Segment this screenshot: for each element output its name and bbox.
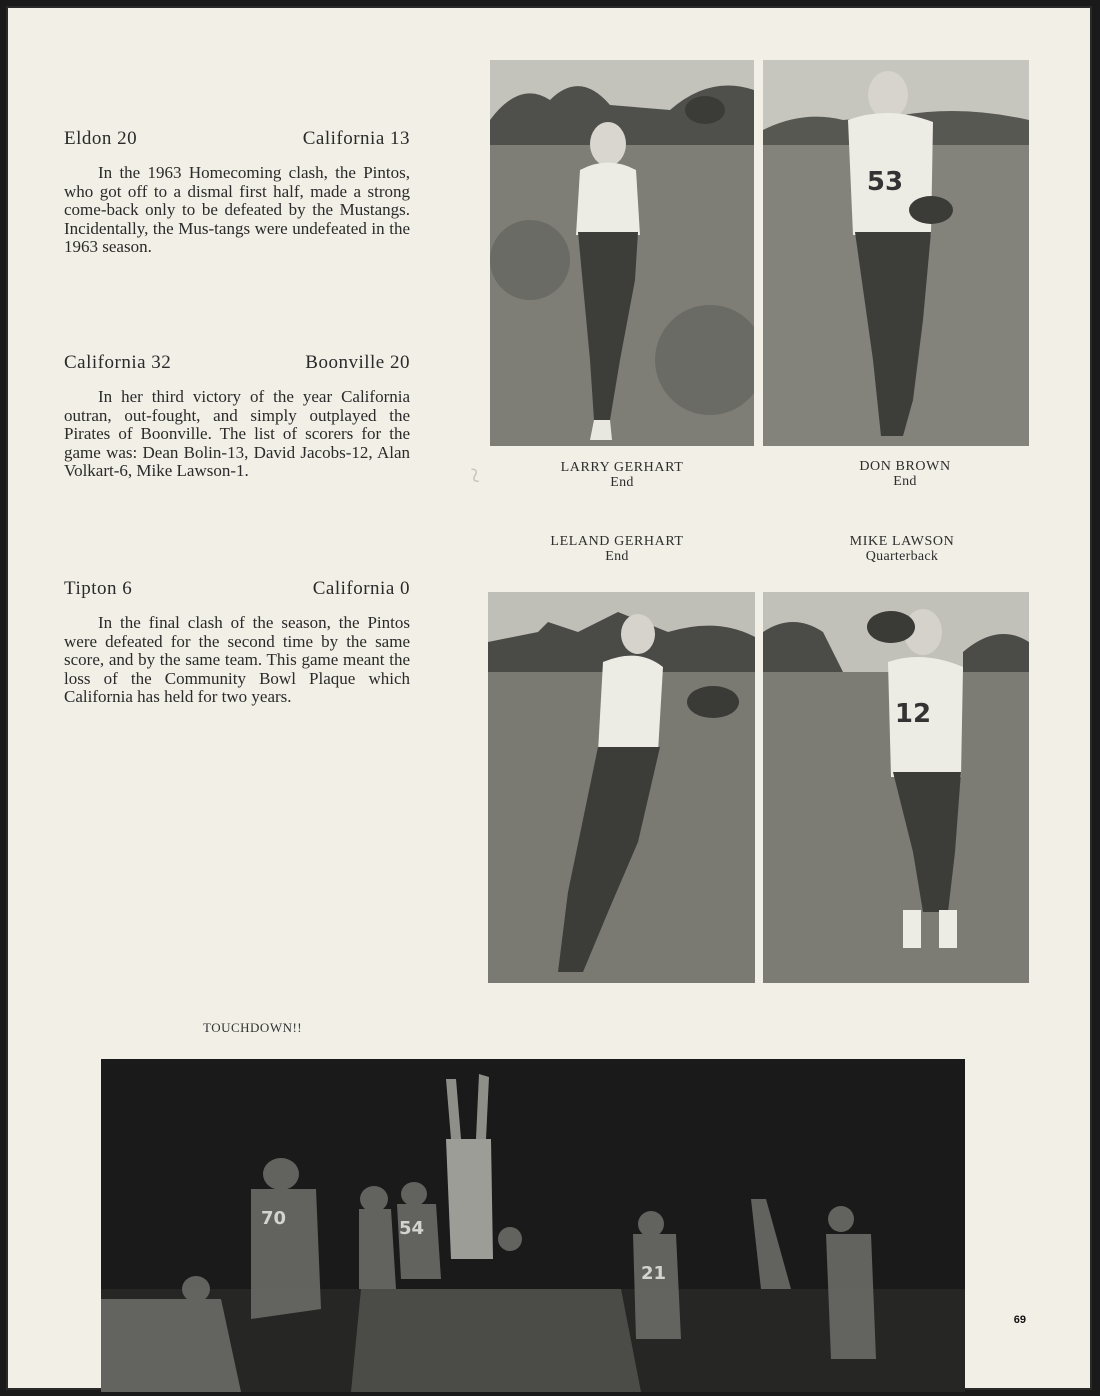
player-caption [775, 459, 1035, 489]
pencil-mark: ~ [456, 464, 493, 486]
player-photo-mike-lawson [763, 592, 1029, 983]
jersey-number: 12 [894, 699, 932, 729]
player-caption [492, 460, 752, 490]
player-position: Quarterback [865, 549, 939, 564]
player-position: End [610, 475, 634, 490]
player-name: MIKE LAWSON [849, 534, 955, 549]
team-left: Eldon 20 [64, 128, 138, 149]
player-caption [772, 534, 1032, 564]
action-photo-caption: TOUCHDOWN!! [203, 1020, 303, 1035]
jersey-number: 53 [866, 167, 904, 197]
score-line [64, 128, 410, 150]
game-recap-eldon [64, 128, 410, 257]
game-recap-tipton [64, 578, 410, 707]
player-photo-leland-gerhart [488, 592, 755, 983]
page-number: 69 [1013, 1314, 1026, 1326]
team-left: California 32 [64, 352, 172, 373]
jersey-number: 21 [641, 1263, 667, 1284]
player-name: LELAND GERHART [550, 534, 684, 549]
player-position: End [893, 474, 917, 489]
jersey-number: 70 [261, 1208, 287, 1229]
team-right: Boonville 20 [305, 352, 410, 373]
player-photo-larry-gerhart [490, 60, 754, 446]
team-right: California 13 [302, 128, 410, 149]
player-caption [487, 534, 747, 564]
player-name: DON BROWN [859, 459, 951, 474]
team-left: Tipton 6 [64, 578, 133, 599]
player-name: LARRY GERHART [560, 460, 684, 475]
recap-text: In the final clash of the season, the Pintos were defeated for the second time by the same score, and by the same team. This game meant the loss of the Community Bowl Plaque which California has held for two years. [64, 613, 410, 707]
player-photo-don-brown [763, 60, 1029, 446]
action-photo-touchdown [101, 1059, 965, 1392]
recap-text: In the 1963 Homecoming clash, the Pintos, who got off to a dismal first half, made a strong come-back only to be defeated by the Mustangs. Incidentally, the Mus-tangs were undefeated in the 1963 season. [64, 163, 410, 257]
team-right: California 0 [312, 578, 410, 599]
player-position: End [605, 549, 629, 564]
recap-text: In her third victory of the year California outran, out-fought, and simply outplayed the Pirates of Boonville. The list of scorers for the game was: Dean Bolin-13, David Jacobs-12, Alan Volkart-6, Mike Lawson-1. [64, 387, 410, 481]
yearbook-page [6, 6, 1092, 1390]
score-line [64, 352, 410, 374]
game-recap-boonville [64, 352, 410, 481]
score-line [64, 578, 410, 600]
jersey-number: 54 [399, 1218, 425, 1239]
